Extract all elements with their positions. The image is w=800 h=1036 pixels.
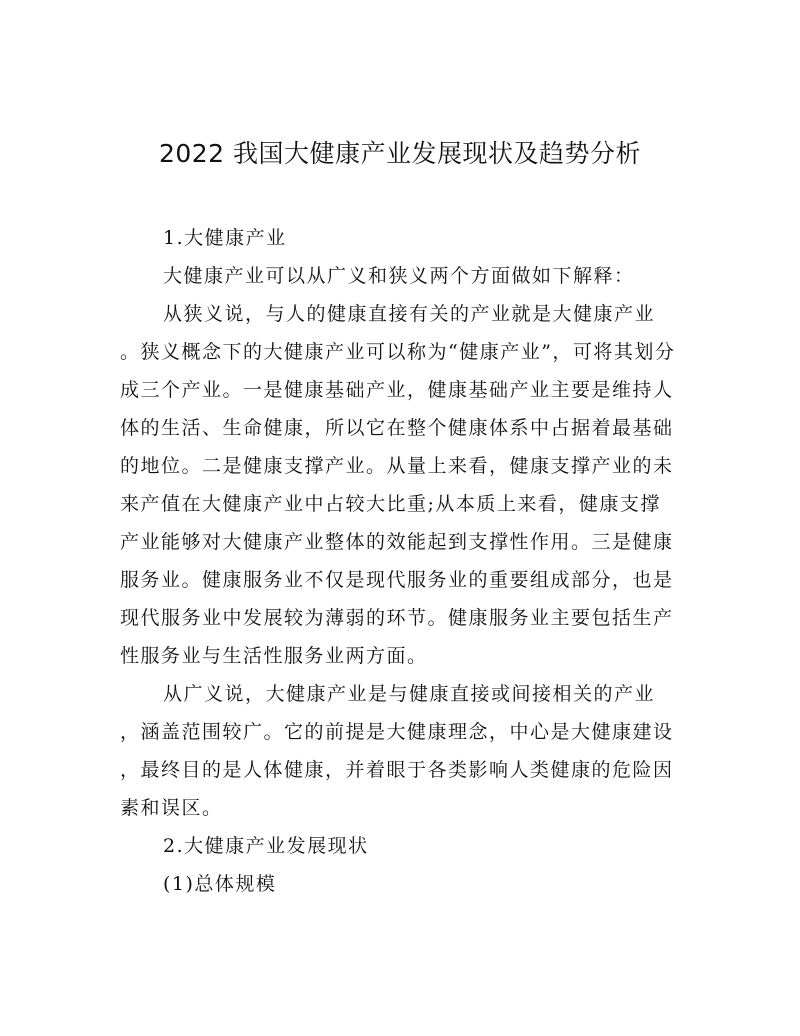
text-line: 的地位。二是健康支撑产业。从量上来看，健康支撑产业的未 [120,455,674,477]
text-line: 体的生活、生命健康，所以它在整个健康体系中占据着最基础 [120,417,674,439]
document-body [120,219,682,903]
text-line: ，涵盖范围较广。它的前提是大健康理念，中心是大健康建设 [120,721,674,743]
text-line: 服务业。健康服务业不仅是现代服务业的重要组成部分，也是 [120,569,674,591]
document-title: 2022 我国大健康产业发展现状及趋势分析 [158,139,642,168]
text-line: 1.大健康产业 [163,227,287,249]
text-line: ，最终目的是人体健康，并着眼于各类影响人类健康的危险因 [120,759,674,781]
text-line: 从广义说，大健康产业是与健康直接或间接相关的产业 [163,683,656,705]
text-line: 性服务业与生活性服务业两方面。 [120,645,428,667]
text-line: 产业能够对大健康产业整体的效能起到支撑性作用。三是健康 [120,531,674,553]
text-line: 2.大健康产业发展现状 [163,835,369,857]
text-line: 从狭义说，与人的健康直接有关的产业就是大健康产业 [163,303,656,325]
text-line: 。狭义概念下的大健康产业可以称为“健康产业”，可将其划分 [120,341,676,363]
text-line: 来产值在大健康产业中占较大比重;从本质上来看，健康支撑 [120,493,661,515]
text-line: 现代服务业中发展较为薄弱的环节。健康服务业主要包括生产 [120,607,674,629]
text-line: 成三个产业。一是健康基础产业，健康基础产业主要是维持人 [120,379,674,401]
text-line: (1)总体规模 [163,873,277,895]
text-line: 大健康产业可以从广义和狭义两个方面做如下解释： [163,265,635,287]
text-line: 素和误区。 [120,797,223,819]
